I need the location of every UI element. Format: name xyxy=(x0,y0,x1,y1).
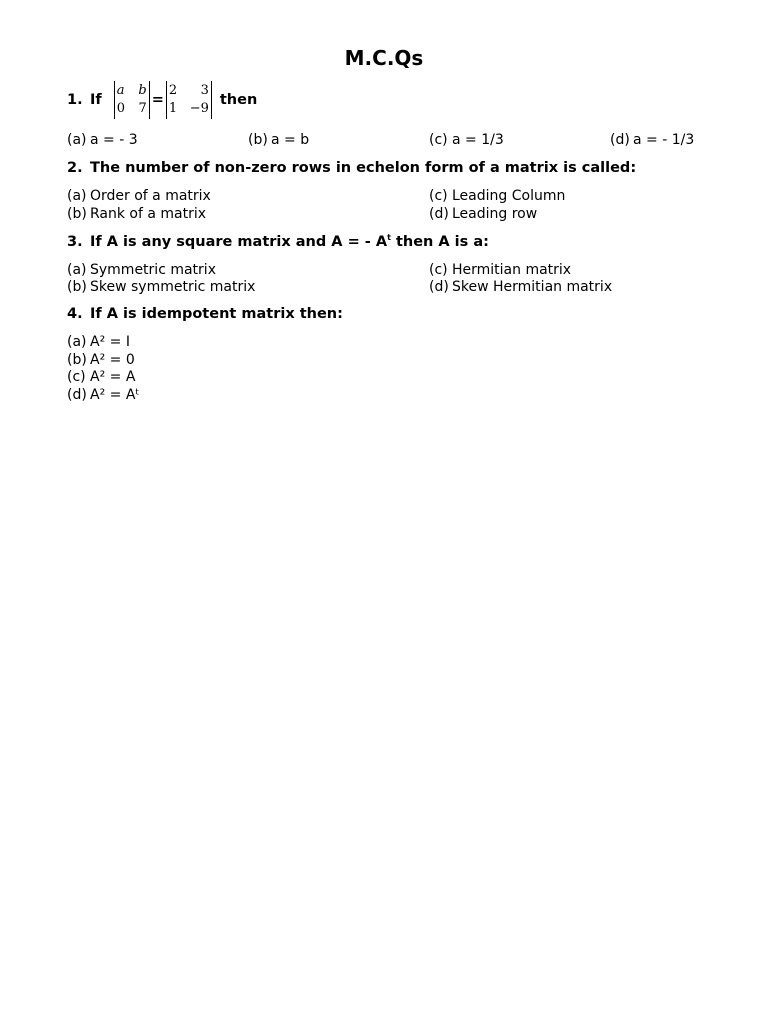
option-a[interactable] xyxy=(67,334,130,350)
option-a[interactable] xyxy=(67,262,216,278)
determinant-left xyxy=(114,81,150,119)
option-b[interactable] xyxy=(67,206,206,222)
option-text: Symmetric matrix xyxy=(90,262,216,278)
question-1 xyxy=(67,80,257,120)
option-text: Skew Hermitian matrix xyxy=(452,279,613,295)
option-d[interactable] xyxy=(429,279,612,295)
option-d[interactable] xyxy=(429,206,537,222)
question-1-prefix: If xyxy=(90,92,102,108)
option-label: (a) xyxy=(67,334,87,350)
option-text: a = - 1/3 xyxy=(633,132,695,148)
page-title: M.C.Qs xyxy=(344,46,424,70)
option-label: (d) xyxy=(67,387,87,403)
question-number: 4. xyxy=(67,306,83,322)
option-text: Leading Column xyxy=(452,188,566,204)
question-1-suffix: then xyxy=(219,92,258,108)
question-text: If A is any square matrix and A = - A xyxy=(90,234,388,250)
matrix-cell: 1 xyxy=(168,101,178,116)
question-3 xyxy=(67,233,489,250)
option-d[interactable] xyxy=(610,132,694,148)
matrix-cell: 3 xyxy=(200,83,209,98)
matrix-cell: b xyxy=(138,83,147,98)
equals-sign: = xyxy=(151,92,164,108)
matrix-cell: 0 xyxy=(116,101,125,116)
option-label: (d) xyxy=(610,132,630,148)
option-label: (b) xyxy=(67,352,87,368)
option-label: (d) xyxy=(429,206,449,222)
option-label: (b) xyxy=(67,279,87,295)
option-text: A² = A xyxy=(90,369,136,385)
option-text: Skew symmetric matrix xyxy=(90,279,256,295)
option-c[interactable] xyxy=(429,132,504,148)
option-text: Hermitian matrix xyxy=(452,262,572,278)
option-c[interactable] xyxy=(429,188,565,204)
option-text: a = 1/3 xyxy=(452,132,504,148)
option-text: Order of a matrix xyxy=(90,188,211,204)
transpose-superscript: t xyxy=(387,233,391,242)
option-label: (c) xyxy=(429,132,448,148)
option-text: a = b xyxy=(271,132,310,148)
option-text: Rank of a matrix xyxy=(90,206,207,222)
question-text: The number of non-zero rows in echelon form of a matrix is called: xyxy=(90,160,637,176)
option-label: (a) xyxy=(67,188,87,204)
option-label: (b) xyxy=(67,206,87,222)
option-label: (c) xyxy=(67,369,86,385)
matrix-cell: 7 xyxy=(138,101,147,116)
question-text-end: then A is a: xyxy=(390,234,489,250)
option-d[interactable] xyxy=(67,387,140,403)
option-text: A² = Aᵗ xyxy=(90,387,140,403)
matrix-cell: a xyxy=(116,83,125,98)
option-a[interactable] xyxy=(67,188,211,204)
matrix-cell: −9 xyxy=(189,101,209,116)
option-c[interactable] xyxy=(67,369,135,385)
option-text: Leading row xyxy=(452,206,538,222)
option-label: (a) xyxy=(67,262,87,278)
option-label: (a) xyxy=(67,132,87,148)
question-text: If A is idempotent matrix then: xyxy=(90,306,343,322)
question-number: 3. xyxy=(67,234,83,250)
option-label: (d) xyxy=(429,279,449,295)
option-a[interactable] xyxy=(67,132,138,148)
option-c[interactable] xyxy=(429,262,571,278)
determinant-right xyxy=(166,81,212,119)
question-number: 1. xyxy=(67,92,83,108)
question-4 xyxy=(67,306,343,322)
option-b[interactable] xyxy=(248,132,309,148)
option-label: (c) xyxy=(429,262,448,278)
option-text: a = - 3 xyxy=(90,132,138,148)
option-b[interactable] xyxy=(67,279,255,295)
option-label: (b) xyxy=(248,132,268,148)
matrix-cell: 2 xyxy=(168,83,178,98)
option-label: (c) xyxy=(429,188,448,204)
question-number: 2. xyxy=(67,160,83,176)
question-2 xyxy=(67,160,636,176)
option-text: A² = I xyxy=(90,334,130,350)
option-text: A² = 0 xyxy=(90,352,135,368)
option-b[interactable] xyxy=(67,352,135,368)
